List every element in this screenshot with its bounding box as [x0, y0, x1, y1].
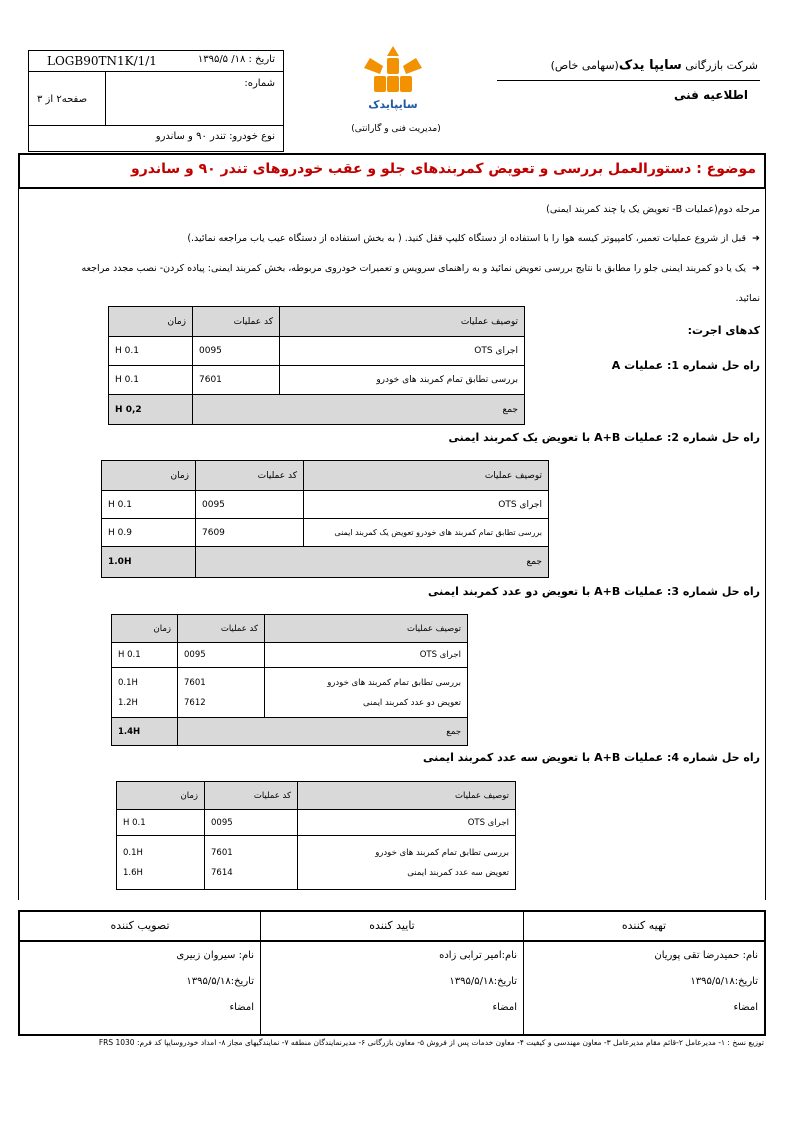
approved-title: تصویب کننده — [20, 912, 260, 942]
confirmed-signature: امضاء — [492, 1002, 517, 1013]
prepared-signature: امضاء — [733, 1002, 758, 1013]
table-header-row — [109, 307, 525, 337]
document-date: تاریخ : ۱۸/ ۱۳۹۵/۵ — [197, 54, 275, 65]
sum-value: 1.0H — [102, 547, 196, 578]
document-info-box — [28, 50, 284, 152]
vehicle-type: نوع خودرو: تندر ۹۰ و ساندرو — [155, 131, 275, 142]
cell-description: اجرای OTS — [280, 337, 525, 366]
table-row — [102, 519, 549, 547]
divider — [497, 80, 760, 81]
signature-table — [18, 910, 766, 1036]
approved-signature: امضاء — [229, 1002, 254, 1013]
cell-time: 0.1H 1.2H — [112, 668, 178, 718]
table-row — [112, 668, 468, 718]
saipa-yadak-logo — [350, 44, 436, 114]
table-row — [102, 491, 549, 519]
cell-code: 7601 7614 — [205, 836, 298, 890]
sum-label: جمع — [196, 547, 549, 578]
solution-2-label: راه حل شماره 2: عملیات A+B با تعویض یک کمربند ایمنی — [448, 431, 760, 444]
prepared-column — [524, 912, 764, 1034]
stage-text: مرحله دوم(عملیات B- تعویض یک یا چند کمربند ایمنی) — [546, 204, 760, 215]
cell-code: 0095 — [196, 491, 304, 519]
sum-value: 0,2 H — [109, 395, 193, 425]
cell-description: بررسی تطابق تمام کمربند های خودرو — [280, 366, 525, 395]
solution-1-label: راه حل شماره 1: عملیات A — [611, 359, 760, 372]
cell-code: 0095 — [178, 643, 265, 668]
confirmed-column — [261, 912, 524, 1034]
solution-4-label: راه حل شماره 4: عملیات A+B با تعویض سه عدد کمربند ایمنی — [423, 751, 760, 764]
company-name: شرکت بازرگانی سایپا یدک(سهامی خاص) — [550, 58, 758, 73]
table-header-row — [102, 461, 549, 491]
header-code: کد عملیات — [178, 615, 265, 643]
labor-table-4 — [116, 781, 516, 890]
code-row — [29, 51, 283, 72]
header-code: کد عملیات — [196, 461, 304, 491]
labor-table-1 — [108, 306, 525, 425]
number-row — [29, 72, 283, 126]
cell-code: 7601 — [193, 366, 280, 395]
sum-label: جمع — [178, 718, 468, 746]
cell-time: 0.9 H — [102, 519, 196, 547]
cell-code: 0095 — [193, 337, 280, 366]
sum-value: 1.4H — [112, 718, 178, 746]
number-label: شماره: — [244, 78, 275, 89]
cell-code: 7609 — [196, 519, 304, 547]
labor-codes-label: کدهای اجرت: — [687, 324, 760, 337]
table-sum-row — [112, 718, 468, 746]
cell-time: 0.1 H — [112, 643, 178, 668]
page-number: صفحه۲ از ۳ — [37, 94, 88, 105]
header-time: زمان — [109, 307, 193, 337]
confirmed-date: تاریخ:۱۳۹۵/۵/۱۸ — [449, 976, 517, 987]
divider — [105, 72, 106, 125]
header-description: توصیف عملیات — [298, 782, 516, 810]
cell-description: بررسی تطابق تمام کمربند های خودرو تعویض دو عدد کمربند ایمنی — [265, 668, 468, 718]
table-row — [109, 366, 525, 395]
page-title: موضوع : دستورالعمل بررسی و تعویض کمربندهای جلو و عقب خودروهای تندر ۹۰ و ساندرو — [131, 161, 756, 177]
logo-subtitle: (مدیریت فنی و گارانتی) — [351, 124, 441, 134]
note-2: ➜ یک یا دو کمربند ایمنی جلو را مطابق با نتایج بررسی تعویض نمائید و به راهنمای سرویس و تعمیرات خودروی مربوطه، بخش کمربند ایمنی: پیاده کردن- نصب مجدد مراجعه — [81, 263, 760, 274]
header-time: زمان — [117, 782, 205, 810]
title-bar — [18, 153, 766, 189]
header-code: کد عملیات — [205, 782, 298, 810]
table-row — [117, 810, 516, 836]
approved-name: نام: سیروان زبیری — [176, 950, 254, 961]
cell-time: 0.1 H — [109, 337, 193, 366]
header-time: زمان — [112, 615, 178, 643]
labor-table-2 — [101, 460, 549, 578]
logo-text: سایپایدک — [368, 98, 418, 111]
arrow-left-icon: ➜ — [746, 263, 760, 274]
approved-date: تاریخ:۱۳۹۵/۵/۱۸ — [186, 976, 254, 987]
confirmed-title: تایید کننده — [261, 912, 523, 942]
table-header-row — [112, 615, 468, 643]
table-row — [109, 337, 525, 366]
document-code: LOGB90TN1K/1/1 — [47, 54, 157, 68]
header-description: توصیف عملیات — [304, 461, 549, 491]
header-time: زمان — [102, 461, 196, 491]
cell-time: 0.1 H — [109, 366, 193, 395]
header-description: توصیف عملیات — [265, 615, 468, 643]
cell-time: 0.1H 1.6H — [117, 836, 205, 890]
cell-description: بررسی تطابق تمام کمربند های خودرو تعویض سه عدد کمربند ایمنی — [298, 836, 516, 890]
cell-time: 0.1 H — [102, 491, 196, 519]
sum-label: جمع — [193, 395, 525, 425]
table-sum-row — [109, 395, 525, 425]
prepared-name: نام: حمیدرضا تقی پوریان — [654, 950, 758, 961]
document-type: اطلاعیه فنی — [674, 88, 748, 102]
confirmed-name: نام:امیر ترابی زاده — [439, 950, 517, 961]
cell-description: بررسی تطابق تمام کمربند های خودرو تعویض یک کمربند ایمنی — [304, 519, 549, 547]
solution-3-label: راه حل شماره 3: عملیات A+B با تعویض دو عدد کمربند ایمنی — [428, 585, 760, 598]
vehicle-row — [29, 126, 283, 151]
cell-description: اجرای OTS — [265, 643, 468, 668]
cell-code: 7601 7612 — [178, 668, 265, 718]
table-header-row — [117, 782, 516, 810]
prepared-date: تاریخ:۱۳۹۵/۵/۱۸ — [690, 976, 758, 987]
cell-code: 0095 — [205, 810, 298, 836]
arrow-left-icon: ➜ — [746, 233, 760, 244]
note-2-end: نمائید. — [735, 293, 760, 304]
header-description: توصیف عملیات — [280, 307, 525, 337]
cell-description: اجرای OTS — [304, 491, 549, 519]
table-sum-row — [102, 547, 549, 578]
table-row — [112, 643, 468, 668]
prepared-title: تهیه کننده — [524, 912, 764, 942]
note-1: ➜ قبل از شروع عملیات تعمیر، کامپیوتر کیسه هوا را با استفاده از دستگاه کلیپ قفل کنید. ( به بخش استفاده از دستگاه عیب یاب مراجعه نمائید.) — [187, 233, 760, 244]
distribution-note: توزیع نسخ : ۱- مدیرعامل ۲-قائم مقام مدیرعامل ۳- معاون مهندسی و کیفیت ۴- معاون خدمات پس از فروش ۵- معاون بازرگانی ۶- مدیرنمایندگان منطقه ۷- نمایندگیهای مجاز ۸- امداد خودروسایپا کد فرم: FRS 1030 — [98, 1038, 764, 1047]
labor-table-3 — [111, 614, 468, 746]
cell-description: اجرای OTS — [298, 810, 516, 836]
header-code: کد عملیات — [193, 307, 280, 337]
table-row — [117, 836, 516, 890]
approved-column — [20, 912, 261, 1034]
cell-time: 0.1 H — [117, 810, 205, 836]
